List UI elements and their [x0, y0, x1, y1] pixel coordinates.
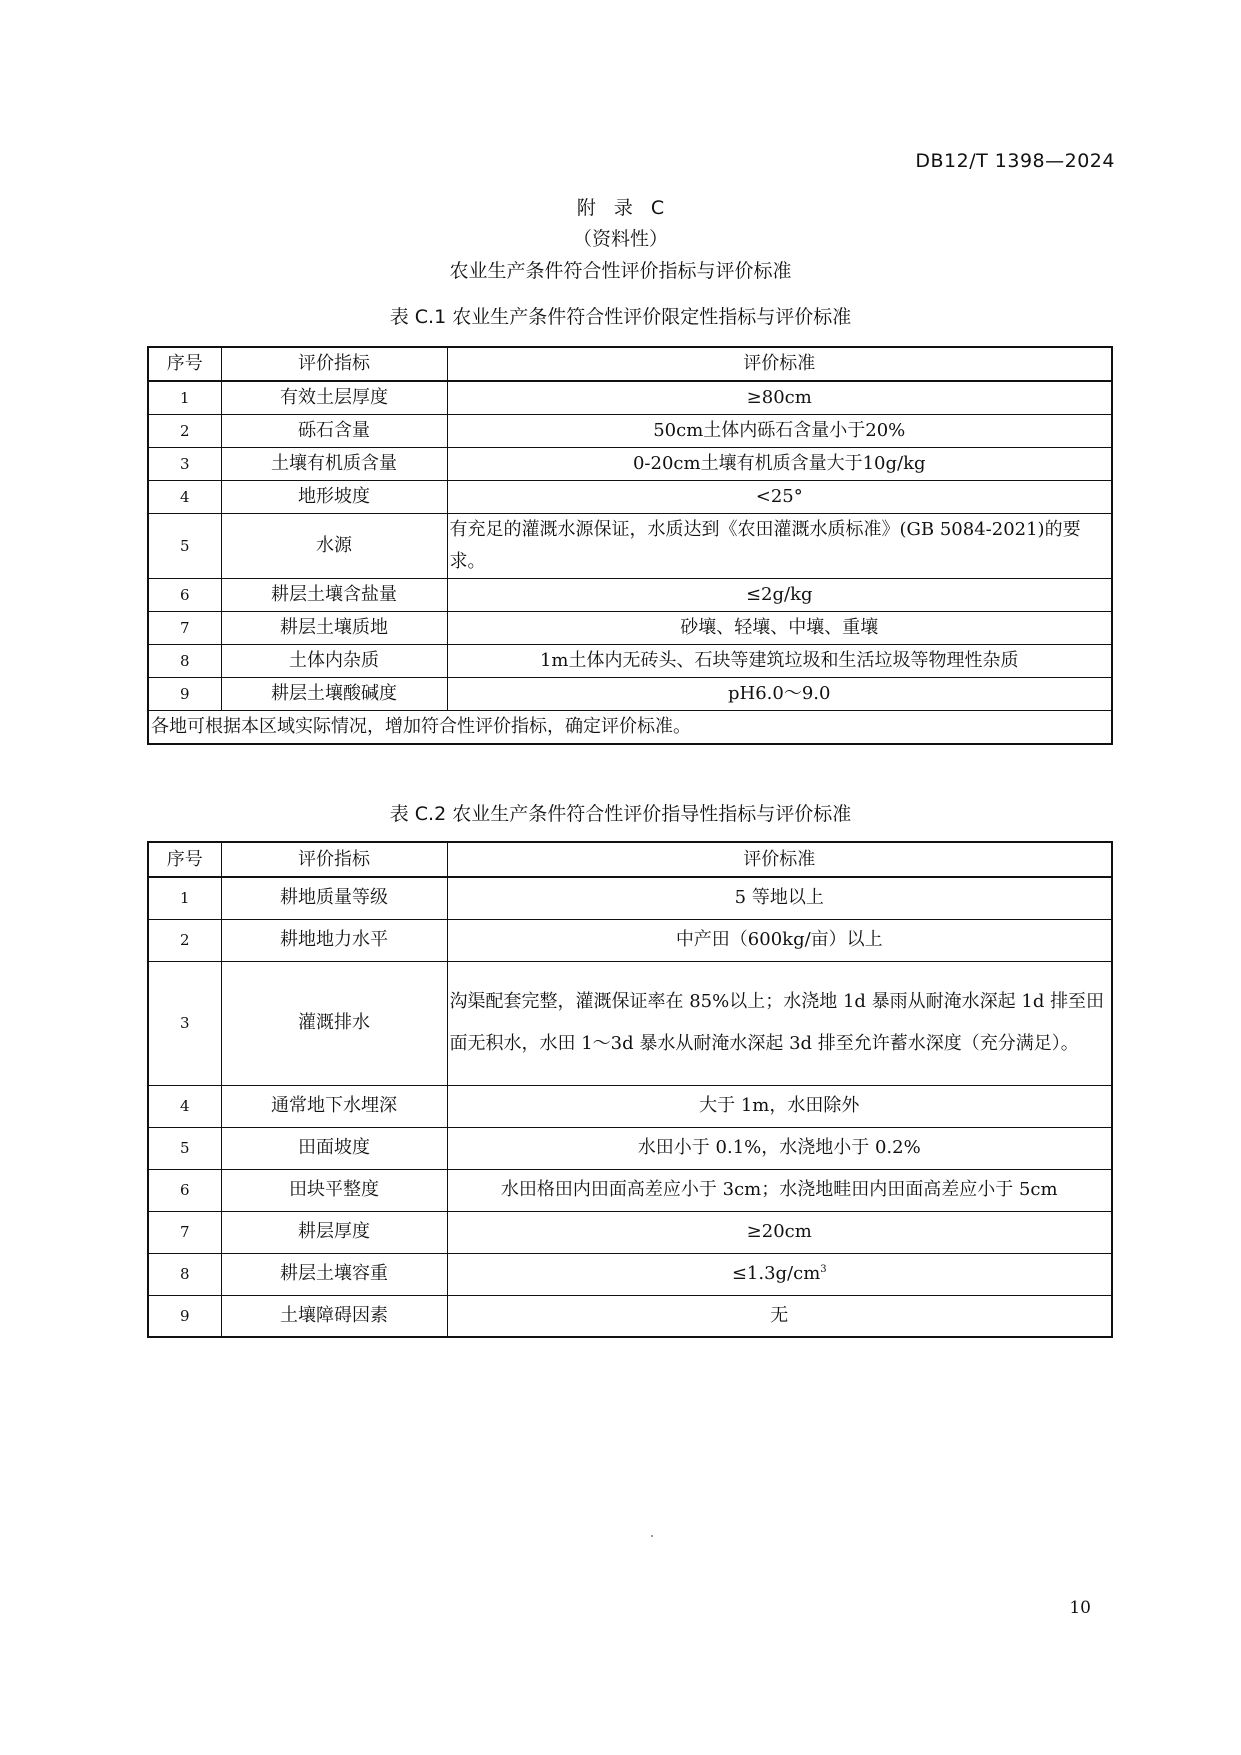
row-no: 5 [148, 1127, 221, 1169]
row-standard: ≤2g/kg [447, 579, 1112, 612]
table2-header-no: 序号 [148, 842, 221, 877]
row-standard [447, 1253, 1112, 1295]
appendix-title: 农业生产条件符合性评价指标与评价标准 [449, 260, 792, 282]
row-no: 3 [148, 448, 221, 481]
table1-header-row [148, 347, 1112, 381]
row-standard-text: ≤1.3g/cm [731, 1263, 821, 1284]
table-row [148, 381, 1112, 415]
row-no: 6 [148, 579, 221, 612]
table1-header-indicator: 评价指标 [221, 347, 447, 381]
row-no: 8 [148, 1253, 221, 1295]
table2-header-indicator: 评价指标 [221, 842, 447, 877]
table-row [148, 961, 1112, 1085]
appendix-type: （资料性） [572, 228, 668, 250]
row-indicator: 耕层土壤酸碱度 [221, 678, 447, 711]
row-no: 7 [148, 612, 221, 645]
row-no: 4 [148, 1085, 221, 1127]
row-indicator: 耕层土壤质地 [221, 612, 447, 645]
page-number: 10 [1069, 1598, 1091, 1618]
row-indicator: 田块平整度 [221, 1169, 447, 1211]
table-row [148, 645, 1112, 678]
table2-caption: 表 C.2 农业生产条件符合性评价指导性指标与评价标准 [389, 803, 852, 825]
row-indicator: 耕地质量等级 [221, 877, 447, 919]
row-standard: 大于 1m，水田除外 [447, 1085, 1112, 1127]
row-standard: 无 [447, 1295, 1112, 1337]
row-standard: pH6.0～9.0 [447, 678, 1112, 711]
table-row [148, 678, 1112, 711]
table2-header-standard: 评价标准 [447, 842, 1112, 877]
row-no: 8 [148, 645, 221, 678]
row-standard: 中产田（600kg/亩）以上 [447, 919, 1112, 961]
row-indicator: 耕层厚度 [221, 1211, 447, 1253]
row-no: 3 [148, 961, 221, 1085]
row-no: 2 [148, 415, 221, 448]
row-standard: ≥20cm [447, 1211, 1112, 1253]
table1-header-no: 序号 [148, 347, 221, 381]
row-standard: <25° [447, 481, 1112, 514]
row-standard: 1m土体内无砖头、石块等建筑垃圾和生活垃圾等物理性杂质 [447, 645, 1112, 678]
table-row [148, 919, 1112, 961]
row-indicator: 土壤有机质含量 [221, 448, 447, 481]
table-row [148, 612, 1112, 645]
row-no: 1 [148, 877, 221, 919]
row-standard: ≥80cm [447, 381, 1112, 415]
row-indicator: 耕层土壤含盐量 [221, 579, 447, 612]
row-standard: 50cm土体内砾石含量小于20% [447, 415, 1112, 448]
table-row [148, 877, 1112, 919]
table1-note: 各地可根据本区域实际情况，增加符合性评价指标，确定评价标准。 [148, 711, 1112, 745]
row-indicator: 耕地地力水平 [221, 919, 447, 961]
table-row [148, 415, 1112, 448]
table2 [147, 841, 1113, 1338]
scan-speck [651, 1535, 653, 1537]
row-standard: 沟渠配套完整，灌溉保证率在 85%以上；水浇地 1d 暴雨从耐淹水深起 1d 排至田面无积水，水田 1～3d 暴水从耐淹水深起 3d 排至允许蓄水深度（充分满足）。 [447, 961, 1112, 1085]
row-no: 9 [148, 678, 221, 711]
table-row [148, 1253, 1112, 1295]
row-standard: 水田格田内田面高差应小于 3cm；水浇地畦田内田面高差应小于 5cm [447, 1169, 1112, 1211]
row-standard: 有充足的灌溉水源保证，水质达到《农田灌溉水质标准》(GB 5084-2021)的要求。 [447, 514, 1112, 579]
appendix-label: 附 录 C [576, 197, 665, 219]
table2-header-row [148, 842, 1112, 877]
superscript-exponent: 3 [820, 1264, 827, 1275]
row-no: 9 [148, 1295, 221, 1337]
table-row [148, 1085, 1112, 1127]
row-indicator: 砾石含量 [221, 415, 447, 448]
row-indicator: 水源 [221, 514, 447, 579]
row-indicator: 通常地下水埋深 [221, 1085, 447, 1127]
row-standard: 0-20cm土壤有机质含量大于10g/kg [447, 448, 1112, 481]
table1-note-row [148, 711, 1112, 745]
row-indicator: 有效土层厚度 [221, 381, 447, 415]
table-row [148, 579, 1112, 612]
table-row [148, 481, 1112, 514]
table1 [147, 346, 1113, 745]
row-no: 5 [148, 514, 221, 579]
row-no: 1 [148, 381, 221, 415]
row-indicator: 田面坡度 [221, 1127, 447, 1169]
row-indicator: 土体内杂质 [221, 645, 447, 678]
row-no: 4 [148, 481, 221, 514]
document-code: DB12/T 1398—2024 [915, 150, 1115, 172]
table-row [148, 514, 1112, 579]
row-indicator: 地形坡度 [221, 481, 447, 514]
table-row [148, 1169, 1112, 1211]
row-indicator: 耕层土壤容重 [221, 1253, 447, 1295]
table-row [148, 1211, 1112, 1253]
row-no: 6 [148, 1169, 221, 1211]
row-standard: 砂壤、轻壤、中壤、重壤 [447, 612, 1112, 645]
table1-header-standard: 评价标准 [447, 347, 1112, 381]
table-row [148, 448, 1112, 481]
table1-caption: 表 C.1 农业生产条件符合性评价限定性指标与评价标准 [389, 306, 852, 328]
row-no: 2 [148, 919, 221, 961]
row-indicator: 土壤障碍因素 [221, 1295, 447, 1337]
row-no: 7 [148, 1211, 221, 1253]
table-row [148, 1127, 1112, 1169]
row-indicator: 灌溉排水 [221, 961, 447, 1085]
row-standard: 水田小于 0.1%，水浇地小于 0.2% [447, 1127, 1112, 1169]
table-row [148, 1295, 1112, 1337]
row-standard: 5 等地以上 [447, 877, 1112, 919]
